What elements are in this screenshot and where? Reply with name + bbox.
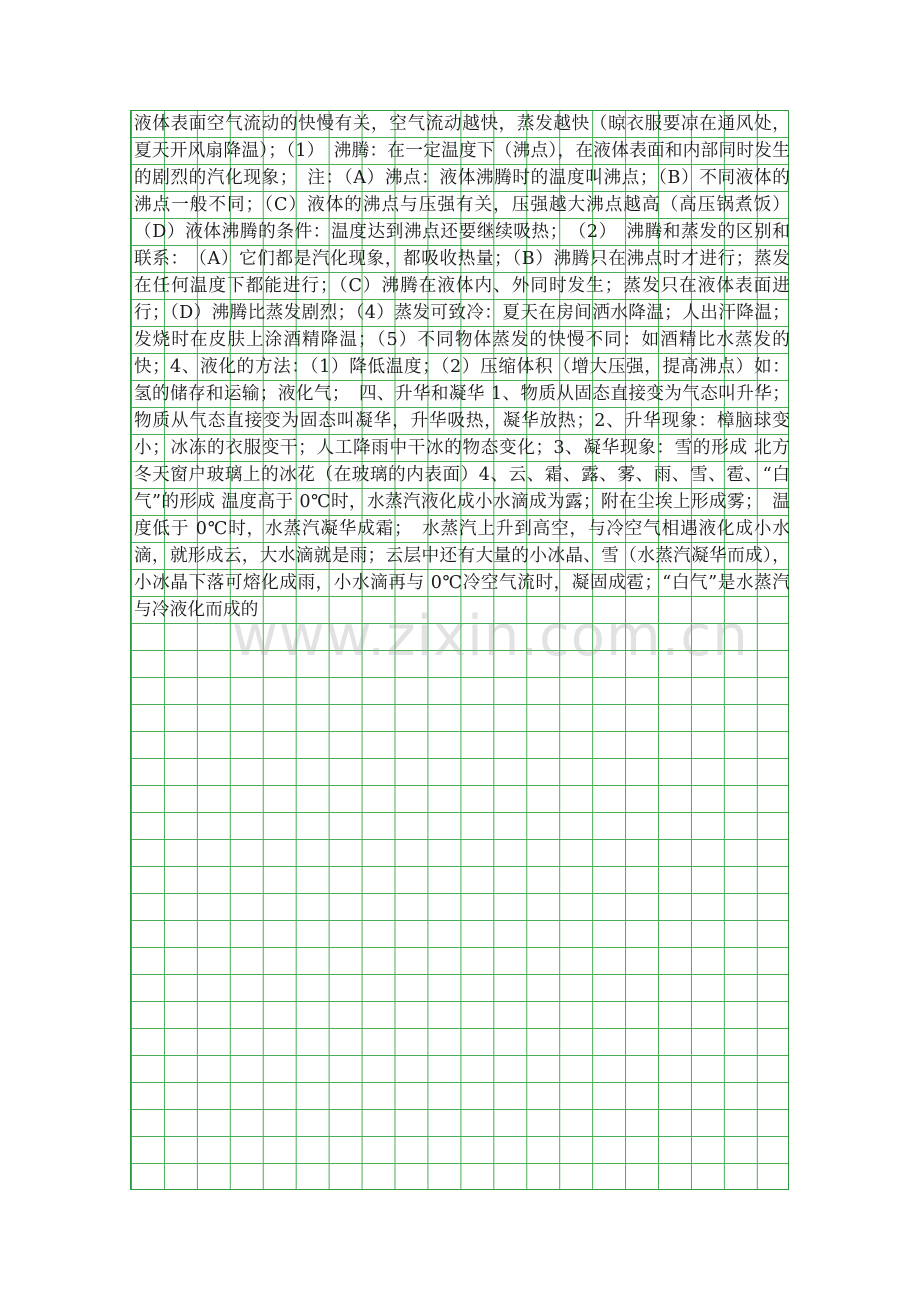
- watermark: www.zixin.com.cn: [232, 604, 749, 669]
- body-text: 液体表面空气流动的快慢有关，空气流动越快，蒸发越快（晾衣服要凉在通风处，夏天开风扇降温）；（1） 沸腾：在一定温度下（沸点），在液体表面和内部同时发生的剧烈的汽化现象； 注：（A）沸点：液体沸腾时的温度叫沸点；（B）不同液体的沸点一般不同；（C）液体的沸点与压强有关，压强越大沸点越高（高压锅煮饭）（D）液体沸腾的条件：温度达到沸点还要继续吸热； （2） 沸腾和蒸发的区别和联系： （A）它们都是汽化现象，都吸收热量；（B）沸腾只在沸点时才进行；蒸发在任何温度下都能进行；（C）沸腾在液体内、外同时发生；蒸发只在液体表面进行；（D）沸腾比蒸发剧烈；（4）蒸发可致冷：夏天在房间洒水降温；人出汗降温；发烧时在皮肤上涂酒精降温；（5）不同物体蒸发的快慢不同：如酒精比水蒸发的快；4、液化的方法：（1）降低温度；（2）压缩体积（增大压强，提高沸点）如：氢的储存和运输；液化气； 四、升华和凝华 1、物质从固态直接变为气态叫升华；物质从气态直接变为固态叫凝华，升华吸热，凝华放热；2、升华现象：樟脑球变小；冰冻的衣服变干；人工降雨中干冰的物态变化；3、凝华现象：雪的形成 北方冬天窗户玻璃上的冰花（在玻璃的内表面）4、云、霜、露、雾、雨、雪、雹、“白气”的形成 温度高于 0℃时，水蒸汽液化成小水滴成为露；附在尘埃上形成雾； 温度低于 0℃时，水蒸汽凝华成霜； 水蒸汽上升到高空，与冷空气相遇液化成小水滴，就形成云，大水滴就是雨；云层中还有大量的小冰晶、雪（水蒸汽凝华而成），小冰晶下落可熔化成雨，小水滴再与 0℃冷空气流时，凝固成雹；“白气”是水蒸汽与冷液化而成的: [134, 114, 790, 620]
- grid-paper-sheet: [130, 110, 789, 1190]
